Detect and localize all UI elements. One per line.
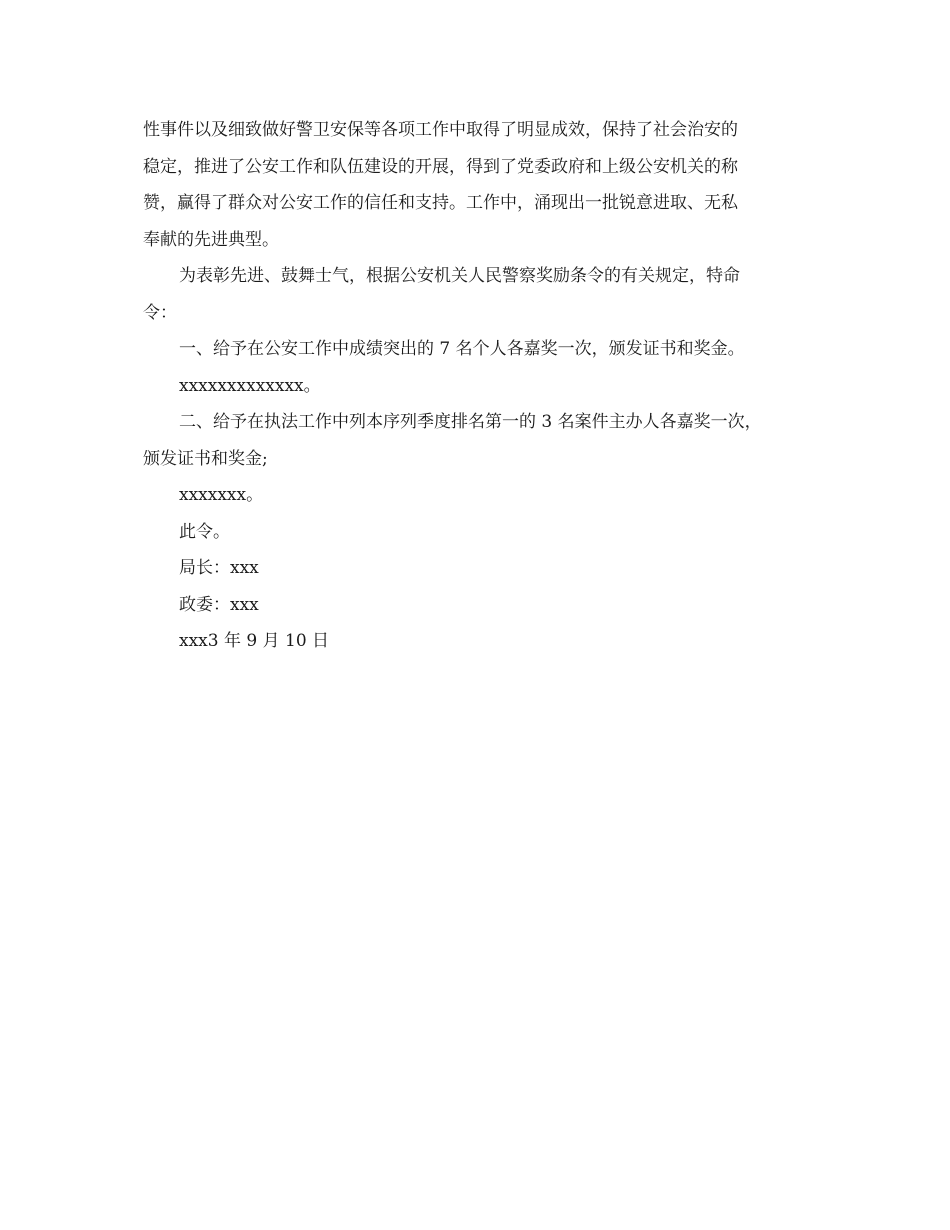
signature-director: 局长：xxx — [179, 558, 259, 578]
paragraph-line: 奉献的先进典型。 — [143, 229, 279, 250]
paragraph-line: 为表彰先进、鼓舞士气，根据公安机关人民警察奖励条令的有关规定，特命 — [179, 266, 740, 286]
document-body — [143, 112, 803, 660]
award-item-2-cont: 颁发证书和奖金; — [143, 448, 268, 469]
signature-commissar: 政委：xxx — [179, 594, 259, 615]
award-item-2: 二、给予在执法工作中列本序列季度排名第一的 3 名案件主办人各嘉奖一次， — [179, 412, 762, 432]
paragraph-line: 性事件以及细致做好警卫安保等各项工作中取得了明显成效，保持了社会治安的 — [143, 120, 738, 140]
closing-line: 此令。 — [179, 521, 230, 542]
document-date: xxx3 年 9 月 10 日 — [179, 631, 330, 651]
paragraph-line: 赞，赢得了群众对公安工作的信任和支持。工作中，涌现出一批锐意进取、无私 — [143, 193, 738, 213]
award-item-2-names: xxxxxxx。 — [179, 485, 264, 505]
paragraph-line: 令： — [143, 302, 177, 323]
paragraph-line: 稳定，推进了公安工作和队伍建设的开展，得到了党委政府和上级公安机关的称 — [143, 156, 738, 177]
award-item-1: 一、给予在公安工作中成绩突出的 7 名个人各嘉奖一次，颁发证书和奖金。 — [179, 339, 745, 359]
award-item-1-names: xxxxxxxxxxxxx。 — [179, 375, 321, 396]
